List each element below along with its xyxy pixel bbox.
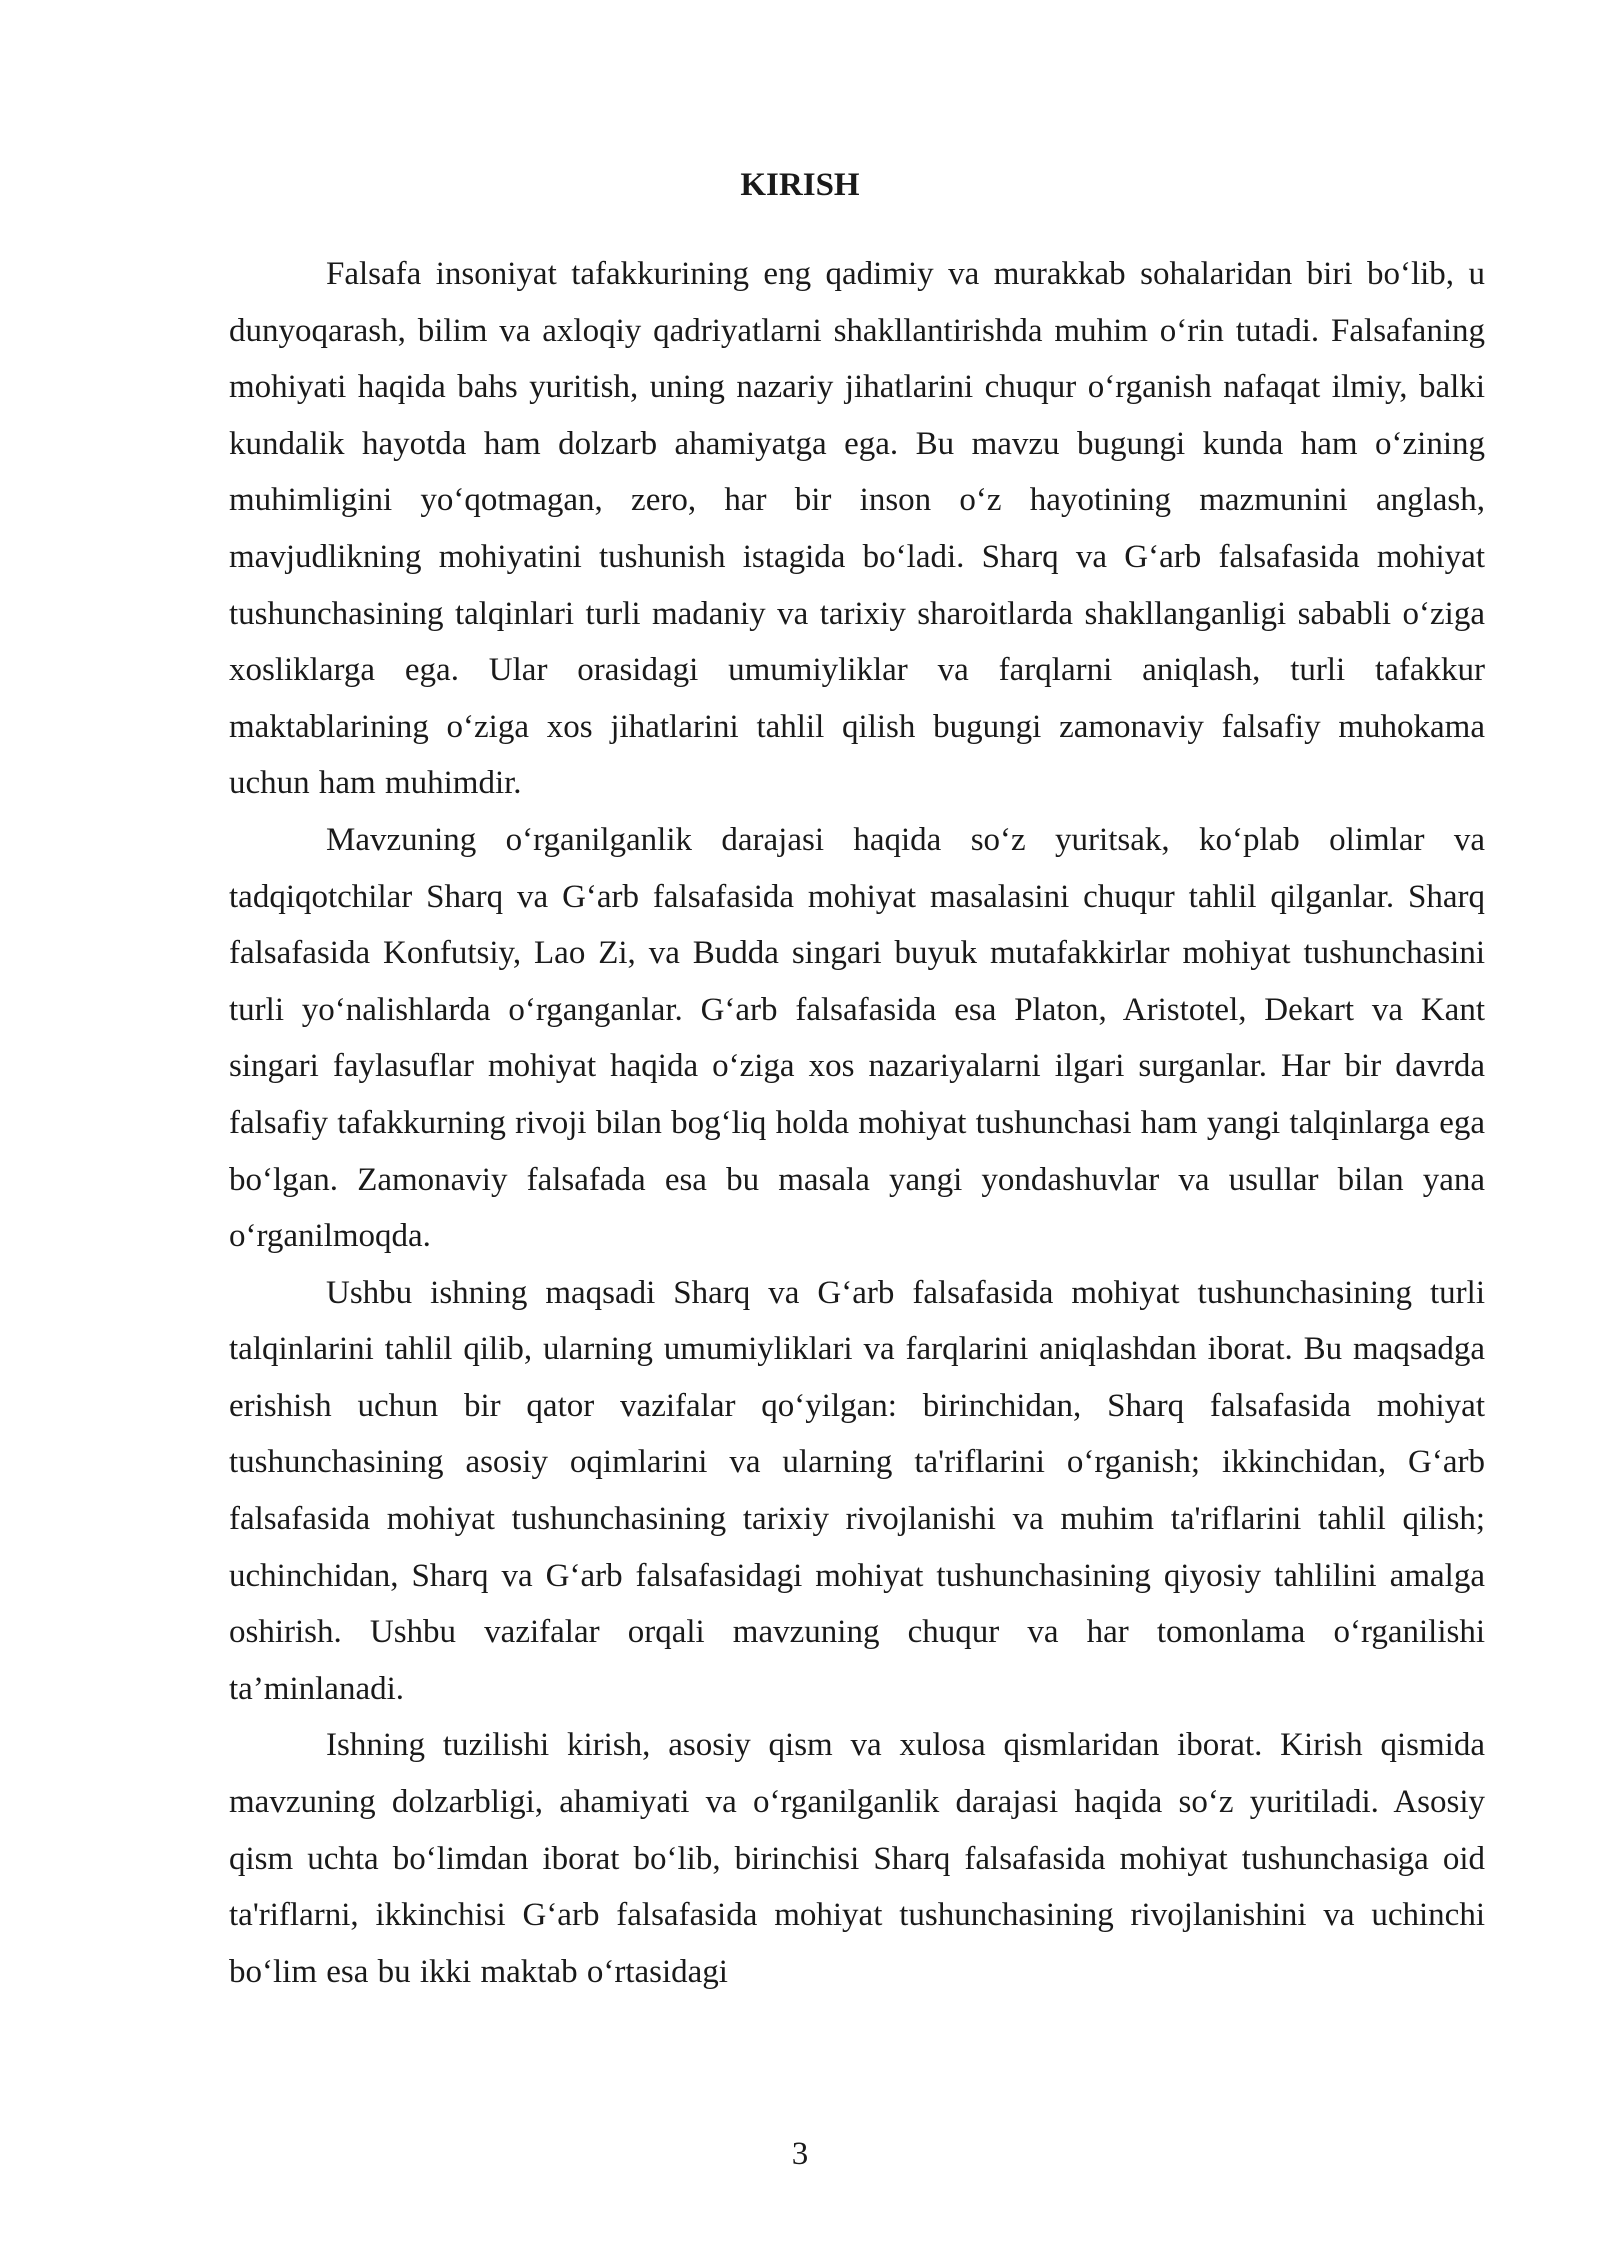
body-text bbox=[229, 246, 1485, 2000]
paragraph-study-level: Mavzuning o‘rganilganlik darajasi haqida so‘z yuritsak, ko‘plab olimlar va tadqiqotchilar Sharq va G‘arb falsafasida mohiyat masalasini chuqur tahlil qilganlar. Sharq falsafasida Konfutsiy, Lao Zi, va Budda singari buyuk mutafakkirlar mohiyat tushunchasini turli yo‘nalishlarda o‘rganganlar. G‘arb falsafasida esa Platon, Aristotel, Dekart va Kant singari faylasuflar mohiyat haqida o‘ziga xos nazariyalarni ilgari surganlar. Har bir davrda falsafiy tafakkurning rivoji bilan bog‘liq holda mohiyat tushunchasi ham yangi talqinlarga ega bo‘lgan. Zamonaviy falsafada esa bu masala yangi yondashuvlar va usullar bilan yana o‘rganilmoqda. bbox=[229, 821, 1485, 1255]
page-number: 3 bbox=[791, 2136, 809, 2172]
section-heading: KIRISH bbox=[740, 167, 860, 203]
paragraph-structure: Ishning tuzilishi kirish, asosiy qism va xulosa qismlaridan iborat. Kirish qismida mavzuning dolzarbligi, ahamiyati va o‘rganilganlik darajasi haqida so‘z yuritiladi. Asosiy qism uchta bo‘limdan iborat bo‘lib, birinchisi Sharq falsafasida mohiyat tushunchasiga oid ta'riflarni, ikkinchisi G‘arb falsafasida mohiyat tushunchasining rivojlanishini va uchinchi bo‘lim esa bu ikki maktab o‘rtasidagi bbox=[229, 1727, 1485, 1990]
paragraph-intro: Falsafa insoniyat tafakkurining eng qadimiy va murakkab sohalaridan biri bo‘lib, u dunyoqarash, bilim va axloqiy qadriyatlarni shakllantirishda muhim o‘rin tutadi. Falsafaning mohiyati haqida bahs yuritish, uning nazariy jihatlarini chuqur o‘rganish nafaqat ilmiy, balki kundalik hayotda ham dolzarb ahamiyatga ega. Bu mavzu bugungi kunda ham o‘zining muhimligini yo‘qotmagan, zero, har bir inson o‘z hayotining mazmunini anglash, mavjudlikning mohiyatini tushunish istagida bo‘ladi. Sharq va G‘arb falsafasida mohiyat tushunchasining talqinlari turli madaniy va tarixiy sharoitlarda shakllanganligi sababli o‘ziga xosliklarga ega. Ular orasidagi umumiyliklar va farqlarni aniqlash, turli tafakkur maktablarining o‘ziga xos jihatlarini tahlil qilish bugungi zamonaviy falsafiy muhokama uchun ham muhimdir. bbox=[229, 256, 1485, 802]
paragraph-goal-tasks: Ushbu ishning maqsadi Sharq va G‘arb falsafasida mohiyat tushunchasining turli talqinlarini tahlil qilib, ularning umumiyliklari va farqlarini aniqlashdan iborat. Bu maqsadga erishish uchun bir qator vazifalar qo‘yilgan: birinchidan, Sharq falsafasida mohiyat tushunchasining asosiy oqimlarini va ularning ta'riflarini o‘rganish; ikkinchidan, G‘arb falsafasida mohiyat tushunchasining tarixiy rivojlanishi va muhim ta'riflarini tahlil qilish; uchinchidan, Sharq va G‘arb falsafasidagi mohiyat tushunchasining qiyosiy tahlilini amalga oshirish. Ushbu vazifalar orqali mavzuning chuqur va har tomonlama o‘rganilishi ta’minlanadi. bbox=[229, 1274, 1485, 1707]
